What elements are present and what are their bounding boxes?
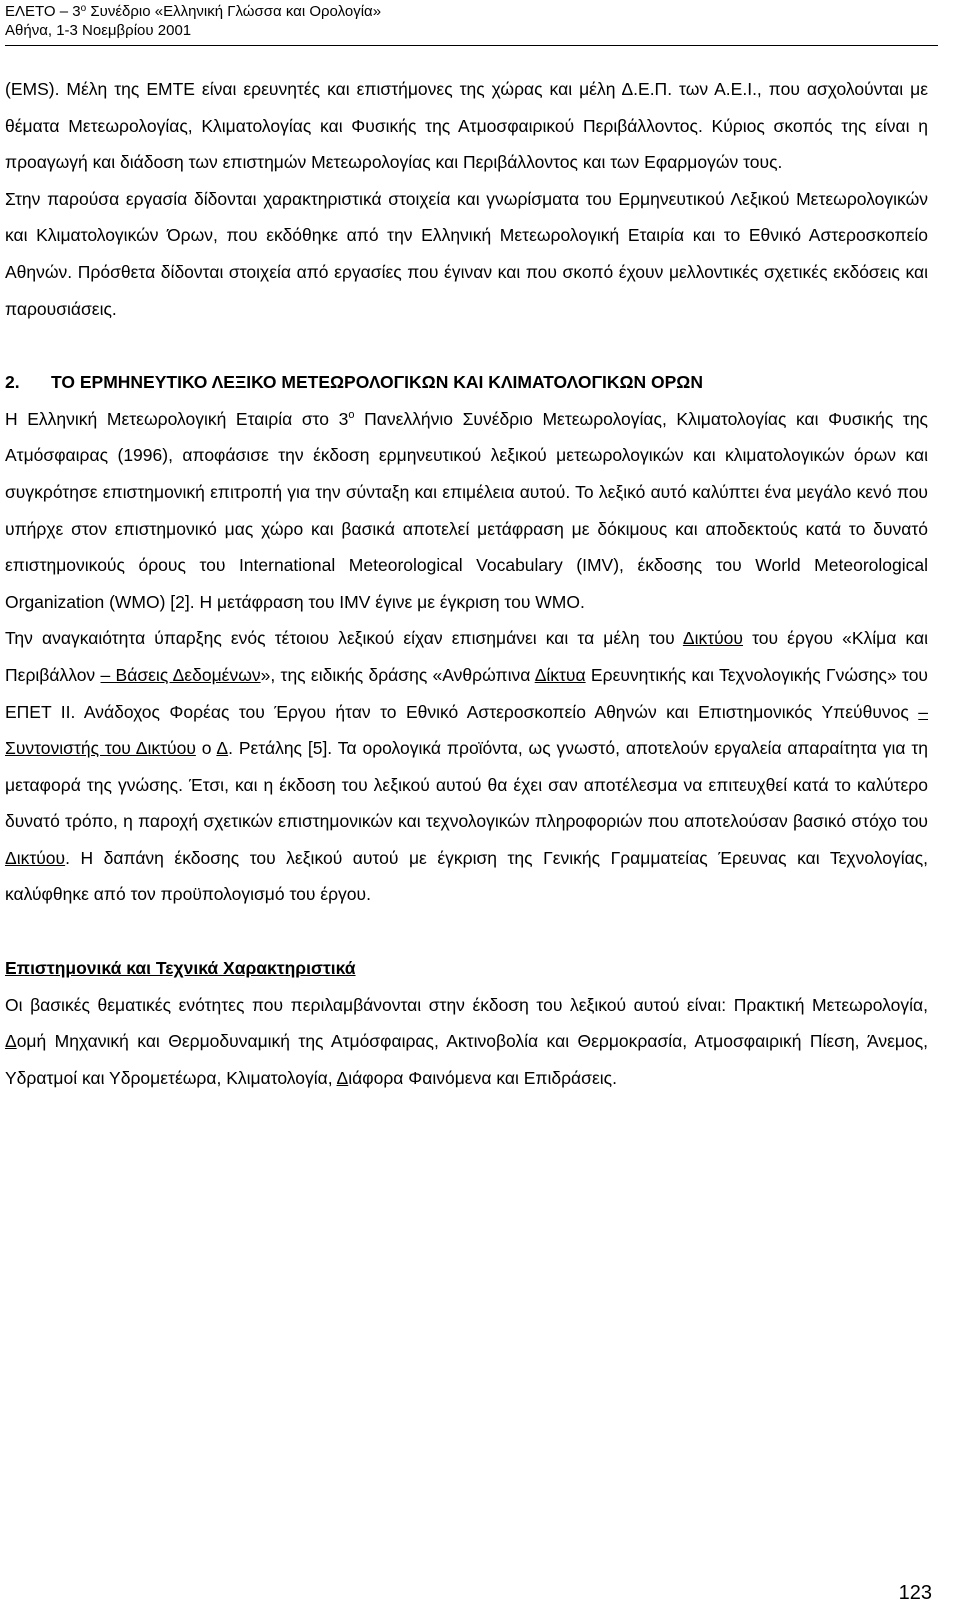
underlined-text: – Βάσεις Δεδομένων xyxy=(100,664,261,685)
text-run: . Η δαπάνη έκδοσης του λεξικού αυτού με έγκριση της Γενικής Γραμματείας Έρευνας και Τεχνολογίας, καλύφθηκε από τον προϋπολογισμό του έργου. xyxy=(5,847,928,905)
text-run: ο xyxy=(195,738,217,759)
paragraph-dictionary-rest: Πανελλήνιο Συνέδριο Μετεωρολογίας, Κλιματολογίας και Φυσικής της Ατμόσφαιρας (1996), αποφάσισε την έκδοση ερμηνευτικού λεξικού μετεωρολογικών και κλιματολογικών όρων και συγκρότησε επιστημονική επιτροπή για την σύνταξη και επιμέλεια αυτού. Το λεξικό αυτό καλύπτει ένα μεγάλο κενό που υπήρχε στον επιστημονικό μας χώρο και βασικά αποτελεί μετάφραση με δόκιμους και αποδεκτούς κατά το δυνατό επιστημονικούς όρους του International Meteorological Vocabulary (IMV), έκδοσης του World Meteorological Organization (WMO) [2]. Η μετάφραση του IMV έγινε με έγκριση του WMO. xyxy=(5,408,928,612)
page-body xyxy=(5,71,928,1096)
text-run: . Ρετάλης [5]. Τα ορολογικά προϊόντα, ως γνωστό, αποτελούν εργαλεία απαραίτητα για τη μεταφορά της γνώσης. Έτσι, και η έκδοση του λεξικού αυτού θα έχει σαν αποτέλεσμα να επιτευχθεί κατά το καλύτερο δυνατό τρόπο, η παροχή σχετικών επιστημονικών και τεχνολογικών πληροφοριών που αποτελούσαν βασικό στόχο του xyxy=(5,738,928,832)
underlined-text: – Συντονιστής του Δικτύου xyxy=(5,701,928,759)
paragraph-dictionary-start: Η Ελληνική Μετεωρολογική Εταιρία στο 3 xyxy=(5,408,349,429)
ordinal-superscript: ο xyxy=(348,408,355,421)
page-number: 123 xyxy=(898,1582,932,1604)
header-divider xyxy=(5,45,938,46)
running-header xyxy=(5,2,945,40)
underlined-text: Δ xyxy=(216,738,229,759)
text-run: Την αναγκαιότητα ύπαρξης ενός τέτοιου λεξικού είχαν επισημάνει και τα μέλη του xyxy=(5,628,683,649)
paragraph-ems: (EMS). Μέλη της ΕΜΤΕ είναι ερευνητές και επιστήμονες της χώρας και μέλη Δ.Ε.Π. των Α.Ε.Ι., που ασχολούνται με θέματα Μετεωρολογίας, Κλιματολογίας και Φυσικής της Ατμοσφαιρικού Περιβάλλοντος. Κύριος σκοπός της είναι η προαγωγή και διάδοση των επιστημών Μετεωρολογίας και Περιβάλλοντος και των Εφαρμογών τους. xyxy=(5,79,928,173)
paragraph-network xyxy=(5,620,928,913)
text-run: ιάφορα Φαινόμενα και Επιδράσεις. xyxy=(348,1067,617,1088)
paragraph-intro: Στην παρούσα εργασία δίδονται χαρακτηριστικά στοιχεία και γνωρίσματα του Ερμηνευτικού Λεξικού Μετεωρολογικών και Κλιματολογικών Όρων, που εκδόθηκε από την Ελληνική Μετεωρολογική Εταιρία και το Εθνικό Αστεροσκοπείο Αθηνών. Πρόσθετα δίδονται στοιχεία από εργασίες που έγιναν και που σκοπό έχουν μελλοντικές σχετικές εκδόσεις και παρουσιάσεις. xyxy=(5,188,928,319)
underlined-text: Δίκτυα xyxy=(534,664,586,685)
text-run: », της ειδικής δράσης «Ανθρώπινα xyxy=(260,664,535,685)
section-title: ΤΟ ΕΡΜΗΝΕΥΤΙΚΟ ΛΕΞΙΚΟ ΜΕΤΕΩΡΟΛΟΓΙΚΩΝ ΚΑΙ ΚΛΙΜΑΤΟΛΟΓΙΚΩΝ ΟΡΩΝ xyxy=(51,372,703,393)
text-run: του έργου «Κλίμα και Περιβάλλον xyxy=(5,628,928,685)
header-ordinal: ο xyxy=(80,3,87,14)
header-date-line: Αθήνα, 1-3 Νοεμβρίου 2001 xyxy=(5,22,192,39)
underlined-text: Δικτύου xyxy=(5,847,66,868)
spacer xyxy=(5,327,928,364)
spacer xyxy=(5,913,928,950)
text-run: Οι βασικές θεματικές ενότητες που περιλαμβάνονται στην έκδοση του λεξικού αυτού είναι: Πρακτική Μετεωρολογία, xyxy=(5,994,928,1015)
underlined-text: Δ xyxy=(336,1067,349,1088)
text-run: Ερευνητικής και Τεχνολογικής Γνώσης» του ΕΠΕΤ ΙΙ. Ανάδοχος Φορέας του Έργου ήταν το Εθνικό Αστεροσκοπείο Αθηνών και Επιστημονικός Υπεύθυνος xyxy=(5,664,929,722)
header-conference-title: Συνέδριο «Ελληνική Γλώσσα και Ορολογία» xyxy=(86,3,382,20)
section-heading xyxy=(5,364,928,401)
paragraph-themes xyxy=(5,987,928,1097)
subheading: Επιστημονικά και Τεχνικά Χαρακτηριστικά xyxy=(5,958,356,979)
text-run: ομή Μηχανική και Θερμοδυναμική της Ατμόσφαιρας, Ακτινοβολία και Θερμοκρασία, Ατμοσφαιρική Πίεση, Άνεμος, Υδρατμοί και Υδρομετέωρα, Κλιματολογία, xyxy=(5,1031,928,1088)
header-conference-text: ΕΛΕΤΟ – 3 xyxy=(5,3,81,20)
underlined-text: Δικτύου xyxy=(682,628,743,649)
section-number: 2. xyxy=(5,372,20,393)
header-conference-line xyxy=(5,2,945,21)
paragraph-dictionary xyxy=(5,401,928,621)
underlined-text: Δ xyxy=(5,1031,17,1052)
